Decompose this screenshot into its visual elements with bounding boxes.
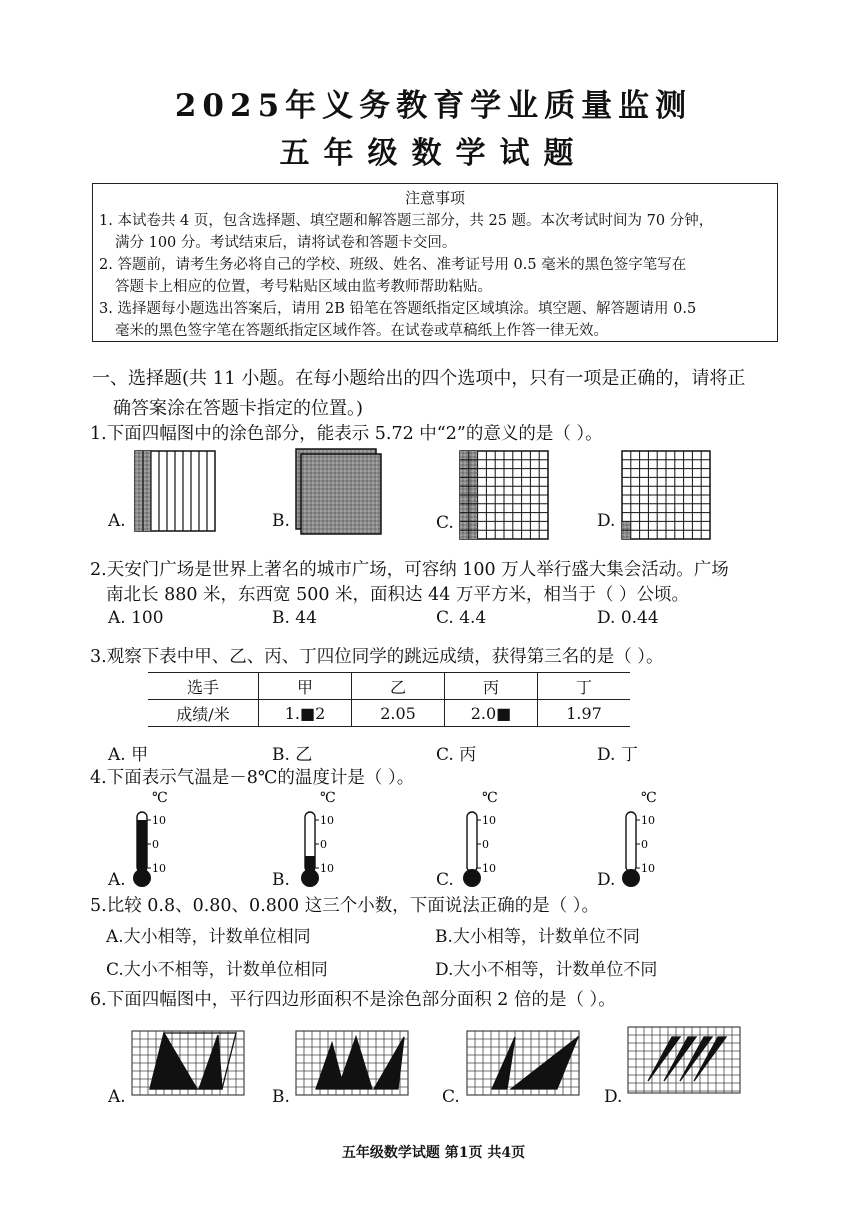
tick-label: 0 (320, 838, 327, 851)
q1-option-c-figure (460, 451, 548, 539)
q6-option-a-figure (150, 1033, 236, 1089)
question-2-cont: 南北长 880 米，东西宽 500 米，面积达 44 万平方米，相当于（ ）公顷。 (106, 585, 690, 605)
notice-title: 注意事项 (404, 189, 465, 207)
table-header-cell: 甲 (259, 673, 352, 700)
table-row (148, 700, 630, 727)
q5-option-a[interactable]: A.大小相等，计数单位相同 (106, 927, 311, 947)
thermometer-c (463, 790, 498, 887)
q3-option-d[interactable]: D. 丁 (597, 745, 638, 765)
tick-label: 10 (641, 862, 655, 875)
question-4: 4.下面表示气温是－8℃的温度计是（ ）。 (90, 768, 415, 788)
table-header-cell: 丁 (538, 673, 631, 700)
q6-option-a[interactable]: A. (108, 1087, 126, 1107)
q4-option-d[interactable]: D. (597, 870, 616, 890)
q1-option-a-figure (135, 451, 215, 531)
q3-option-b[interactable]: B. 乙 (272, 745, 313, 765)
q2-option-d[interactable]: D. 0.44 (597, 608, 659, 628)
tick-label: 0 (482, 838, 489, 851)
q1-option-b-figure (296, 449, 381, 534)
q4-option-c[interactable]: C. (436, 870, 454, 890)
q4-option-b[interactable]: B. (272, 870, 290, 890)
thermometer-bulb (301, 869, 319, 887)
thermometer-b (301, 790, 336, 887)
tick-label: 10 (320, 862, 334, 875)
q3-option-a[interactable]: A. 甲 (108, 745, 149, 765)
thermometer-bulb (622, 869, 640, 887)
q1-option-b[interactable]: B. (272, 511, 290, 531)
q5-option-d[interactable]: D.大小不相等，计数单位不同 (435, 960, 658, 980)
table-header-cell: 乙 (352, 673, 445, 700)
q1-option-d-figure (622, 451, 710, 539)
tick-label: 10 (152, 862, 166, 875)
q1-option-c[interactable]: C. (436, 513, 454, 533)
table-header-cell: 选手 (148, 673, 259, 700)
celsius-unit: ℃ (152, 790, 168, 806)
notice-line: 毫米的黑色签字笔在答题纸指定区域作答。在试卷或草稿纸上作答一律无效。 (115, 323, 608, 339)
notice-line: 3. 选择题每小题选出答案后，请用 2B 铅笔在答题纸指定区域填涂。填空题、解答题请用 0.5 (99, 301, 697, 317)
q5-option-c[interactable]: C.大小不相等，计数单位相同 (106, 960, 328, 980)
score-table (148, 672, 630, 727)
mercury-column (137, 820, 147, 872)
q2-option-b[interactable]: B. 44 (272, 608, 317, 628)
notice-line: 1. 本试卷共 4 页，包含选择题、填空题和解答题三部分，共 25 题。本次考试时间为 70 分钟， (99, 213, 714, 229)
notice-line: 2. 答题前，请考生务必将自己的学校、班级、姓名、准考证号用 0.5 毫米的黑色签字笔写在 (99, 257, 687, 273)
q1-option-d[interactable]: D. (597, 511, 616, 531)
section-heading-cont: 确答案涂在答题卡指定的位置。) (113, 398, 364, 419)
thermometer-tube (467, 812, 477, 872)
notice-box (92, 183, 778, 342)
q6-option-b[interactable]: B. (272, 1087, 290, 1107)
thermometer-bulb (463, 869, 481, 887)
tick-label: 10 (152, 814, 166, 827)
thermometer-d (622, 790, 657, 887)
table-header-cell: 丙 (445, 673, 538, 700)
thermometer-bulb (133, 869, 151, 887)
tick-label: 10 (641, 814, 655, 827)
tick-label: 10 (482, 814, 496, 827)
celsius-unit: ℃ (482, 790, 498, 806)
q1-option-a[interactable]: A. (108, 511, 126, 531)
question-1: 1.下面四幅图中的涂色部分，能表示 5.72 中“2”的意义的是（ ）。 (90, 424, 603, 444)
q2-option-a[interactable]: A. 100 (108, 608, 164, 628)
notice-line: 答题卡上相应的位置，考号粘贴区域由监考教师帮助粘贴。 (115, 279, 492, 295)
notice-line: 满分 100 分。考试结束后，请将试卷和答题卡交回。 (115, 235, 457, 251)
celsius-unit: ℃ (320, 790, 336, 806)
table-cell: 2.05 (352, 700, 445, 727)
tick-label: 10 (482, 862, 496, 875)
thermometer-a (133, 790, 168, 887)
page-subtitle: 五年级数学试题 (279, 136, 588, 171)
tick-label: 0 (152, 838, 159, 851)
q3-option-c[interactable]: C. 丙 (436, 745, 477, 765)
question-3: 3.观察下表中甲、乙、丙、丁四位同学的跳远成绩，获得第三名的是（ ）。 (90, 647, 664, 667)
section-heading: 一、选择题(共 11 小题。在每小题给出的四个选项中，只有一项是正确的，请将正 (92, 368, 746, 389)
table-cell: 2.0■ (445, 700, 538, 727)
table-cell: 成绩/米 (148, 700, 259, 727)
thermometer-tube (626, 812, 636, 872)
q4-thermometers (0, 786, 867, 890)
question-5: 5.比较 0.8、0.80、0.800 这三个小数，下面说法正确的是（ ）。 (90, 896, 600, 916)
q1-figures (100, 446, 740, 546)
tick-label: 0 (641, 838, 648, 851)
page-title: 2025年义务教育学业质量监测 (174, 88, 693, 124)
table-cell: 1.97 (538, 700, 631, 727)
question-2: 2.天安门广场是世界上著名的城市广场，可容纳 100 万人举行盛大集会活动。广场 (90, 560, 729, 580)
q6-option-c[interactable]: C. (442, 1087, 460, 1107)
q6-figures (0, 1025, 867, 1115)
table-header-row (148, 673, 630, 700)
page-footer: 五年级数学试题 第1页 共4页 (341, 1145, 526, 1161)
q2-option-c[interactable]: C. 4.4 (436, 608, 487, 628)
celsius-unit: ℃ (641, 790, 657, 806)
table-cell: 1.■2 (259, 700, 352, 727)
q6-option-d[interactable]: D. (604, 1087, 623, 1107)
question-6: 6.下面四幅图中，平行四边形面积不是涂色部分面积 2 倍的是（ ）。 (90, 990, 616, 1010)
q5-option-b[interactable]: B.大小相等，计数单位不同 (435, 927, 640, 947)
tick-label: 10 (320, 814, 334, 827)
q4-option-a[interactable]: A. (108, 870, 126, 890)
